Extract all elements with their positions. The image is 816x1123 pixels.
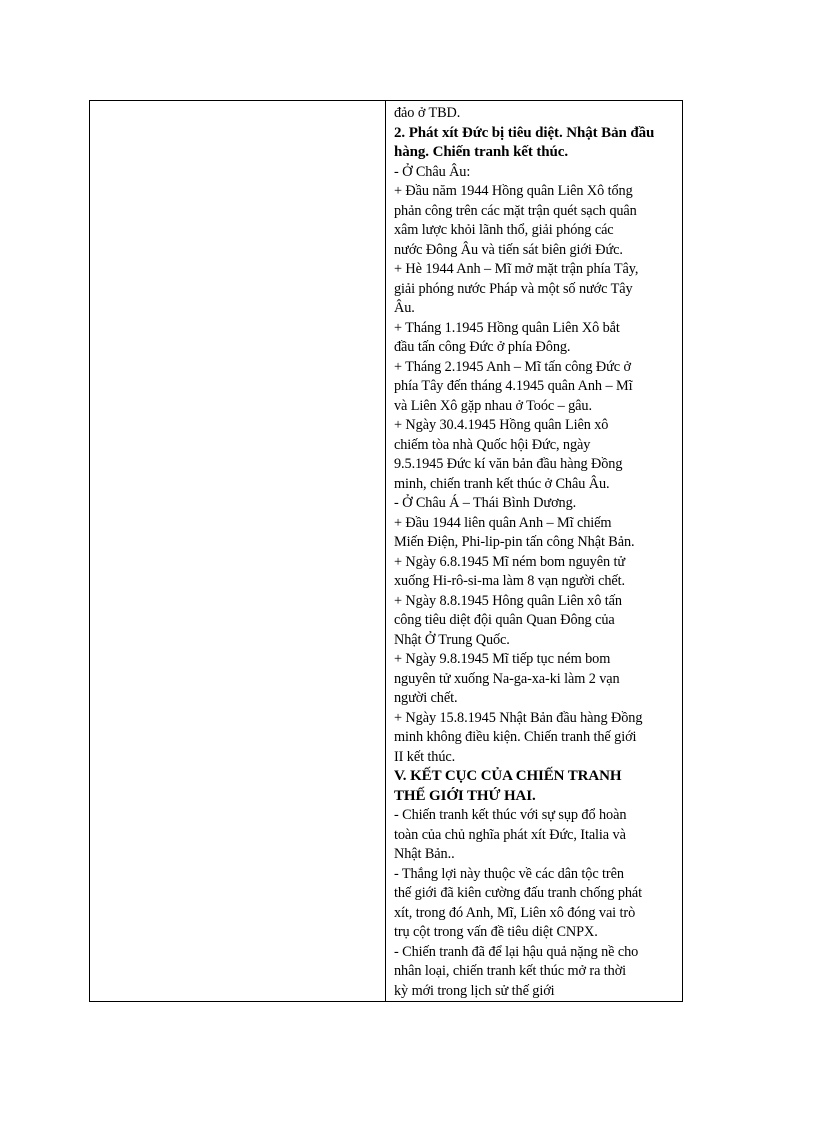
section-heading-line: 2. Phát xít Đức bị tiêu diệt. Nhật Bản đầu [394, 124, 655, 141]
text-line: và Liên Xô gặp nhau ở Toóc – gâu. [394, 397, 592, 414]
text-line: - Chiến tranh đã để lại hậu quả nặng nề cho [394, 943, 639, 960]
text-line: + Ngày 15.8.1945 Nhật Bản đầu hàng Đồng [394, 709, 643, 726]
text-line: xuống Hi-rô-si-ma làm 8 vạn người chết. [394, 573, 625, 589]
text-line: giải phóng nước Pháp và một số nước Tây [394, 280, 633, 297]
text-line: Nhật Ở Trung Quốc. [394, 631, 510, 648]
text-line: + Ngày 6.8.1945 Mĩ ném bom nguyên tử [394, 553, 626, 570]
text-line: đảo ở TBD. [394, 105, 461, 121]
text-line: trụ cột trong vấn đề tiêu diệt CNPX. [394, 924, 598, 940]
text-line: người chết. [394, 690, 458, 706]
text-line: + Ngày 8.8.1945 Hông quân Liên xô tấn [394, 592, 622, 609]
section-heading-line: THẾ GIỚI THỨ HAI. [394, 787, 536, 804]
text-line: Âu. [394, 300, 415, 316]
text-line: phía Tây đến tháng 4.1945 quân Anh – Mĩ [394, 378, 633, 394]
content-table [89, 100, 683, 1002]
text-line: minh không điều kiện. Chiến tranh thế giới [394, 729, 637, 745]
text-line: - Ở Châu Á – Thái Bình Dương. [394, 495, 577, 511]
section-heading-line: V. KẾT CỤC CỦA CHIẾN TRANH [394, 768, 622, 784]
text-line: nhân loại, chiến tranh kết thúc mở ra thời [394, 963, 627, 979]
text-line: + Đầu 1944 liên quân Anh – Mĩ chiếm [394, 514, 612, 531]
text-line: toàn của chủ nghĩa phát xít Đức, Italia và [394, 826, 626, 843]
text-line: Nhật Bản.. [394, 846, 455, 862]
text-line: - Ở Châu Âu: [394, 163, 471, 180]
text-line: + Hè 1944 Anh – Mĩ mở mặt trận phía Tây, [394, 261, 639, 277]
right-column-cell [387, 101, 682, 1001]
text-line: 9.5.1945 Đức kí văn bản đầu hàng Đồng [394, 456, 623, 472]
text-line: + Tháng 1.1945 Hồng quân Liên Xô bắt [394, 319, 620, 336]
text-line: xâm lược khỏi lãnh thổ, giải phóng các [394, 222, 614, 238]
text-line: Miến Điện, Phi-lip-pin tấn công Nhật Bản. [394, 534, 635, 550]
left-column-cell [90, 101, 386, 1001]
text-line: II kết thúc. [394, 748, 456, 765]
text-line: minh, chiến tranh kết thúc ở Châu Âu. [394, 475, 610, 492]
text-line: công tiêu diệt đội quân Quan Đông của [394, 612, 615, 628]
text-line: - Chiến tranh kết thúc với sự sụp đổ hoàn [394, 807, 627, 823]
text-line: đầu tấn công Đức ở phía Đông. [394, 339, 571, 355]
text-line: - Thắng lợi này thuộc về các dân tộc trên [394, 865, 624, 882]
text-line: + Tháng 2.1945 Anh – Mĩ tấn công Đức ở [394, 358, 631, 375]
text-line: thế giới đã kiên cường đấu tranh chống phát [394, 885, 643, 901]
section-heading-line: hàng. Chiến tranh kết thúc. [394, 144, 568, 160]
text-line: + Đầu năm 1944 Hồng quân Liên Xô tổng [394, 183, 633, 199]
text-line: nguyên tử xuống Na-ga-xa-ki làm 2 vạn [394, 670, 620, 687]
text-line: + Ngày 30.4.1945 Hồng quân Liên xô [394, 417, 609, 433]
text-line: phản công trên các mặt trận quét sạch quân [394, 202, 637, 219]
text-line: + Ngày 9.8.1945 Mĩ tiếp tục ném bom [394, 651, 611, 667]
text-line: kỳ mới trong lịch sử thế giới [394, 982, 555, 999]
text-line: chiếm tòa nhà Quốc hội Đức, ngày [394, 436, 591, 453]
text-line: nước Đông Âu và tiến sát biên giới Đức. [394, 241, 623, 258]
text-line: xít, trong đó Anh, Mĩ, Liên xô đóng vai trò [394, 904, 636, 921]
